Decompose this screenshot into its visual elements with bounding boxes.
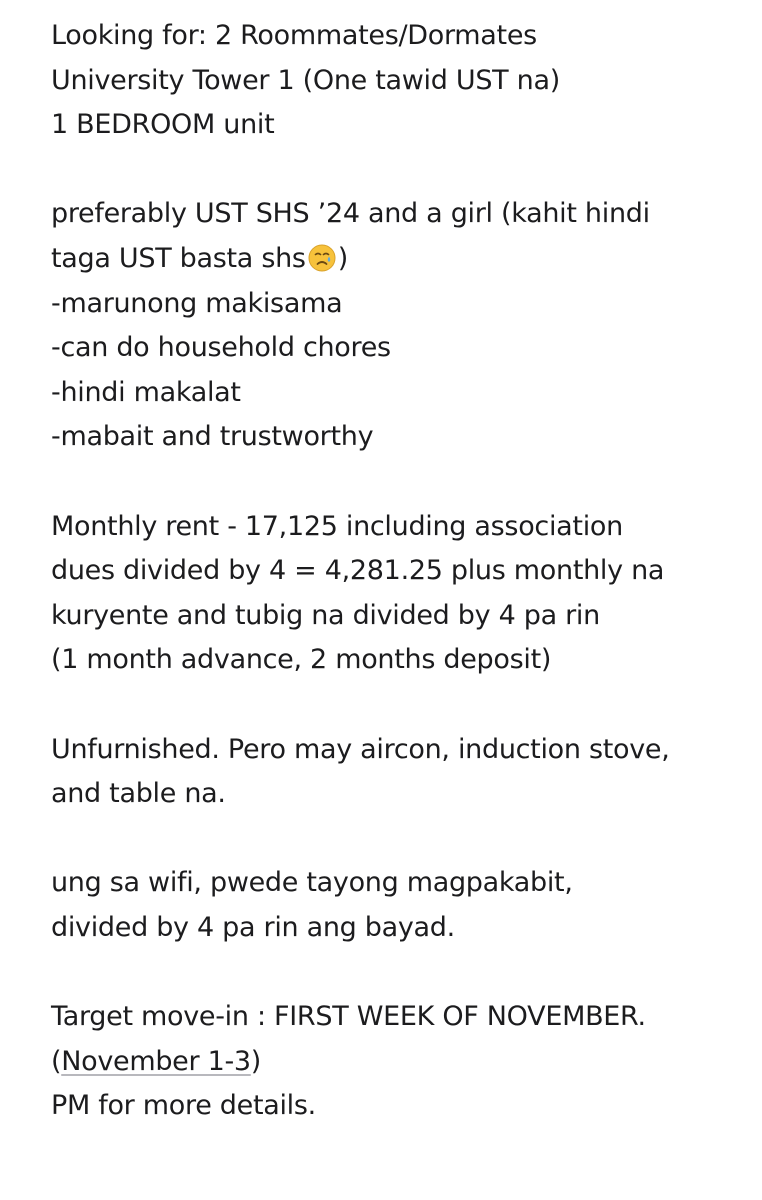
blank-line [51,460,741,505]
note-text: taga UST basta shs [51,242,306,274]
note-line-with-date [51,1040,741,1085]
note-line: -marunong makisama [51,287,343,319]
note-line: PM for more details. [51,1090,316,1122]
note-line: -mabait and trustworthy [51,421,374,453]
note-line: Monthly rent - 17,125 including association [51,510,623,542]
note-line: ung sa wifi, pwede tayong magpakabit, [51,867,573,899]
note-body [51,14,741,1129]
blank-line [51,683,741,728]
note-line: kuryente and tubig na divided by 4 pa rin [51,599,600,631]
blank-line [51,148,741,193]
note-line: (1 month advance, 2 months deposit) [51,644,552,676]
note-text: ( [51,1045,62,1077]
blank-line [51,950,741,995]
note-line: -hindi makalat [51,376,241,408]
note-line: Unfurnished. Pero may aircon, induction stove, [51,733,670,765]
crying-face-icon [307,243,337,273]
note-line: 1 BEDROOM unit [51,109,275,141]
note-text: ) [250,1045,262,1077]
note-line: and table na. [51,778,226,810]
note-line: Target move-in : FIRST WEEK OF NOVEMBER. [51,1001,646,1033]
note-line: University Tower 1 (One tawid UST na) [51,64,560,96]
note-line: -can do household chores [51,332,391,364]
note-line: preferably UST SHS ’24 and a girl (kahit hindi [51,198,650,230]
note-text: ) [337,242,348,274]
date-link[interactable]: November 1-3 [61,1045,251,1077]
note-line: divided by 4 pa rin ang bayad. [51,911,455,943]
note-line: dues divided by 4 = 4,281.25 plus monthly na [51,555,665,587]
note-line: Looking for: 2 Roommates/Dormates [51,20,537,51]
blank-line [51,817,741,862]
note-line-with-emoji [51,237,741,282]
